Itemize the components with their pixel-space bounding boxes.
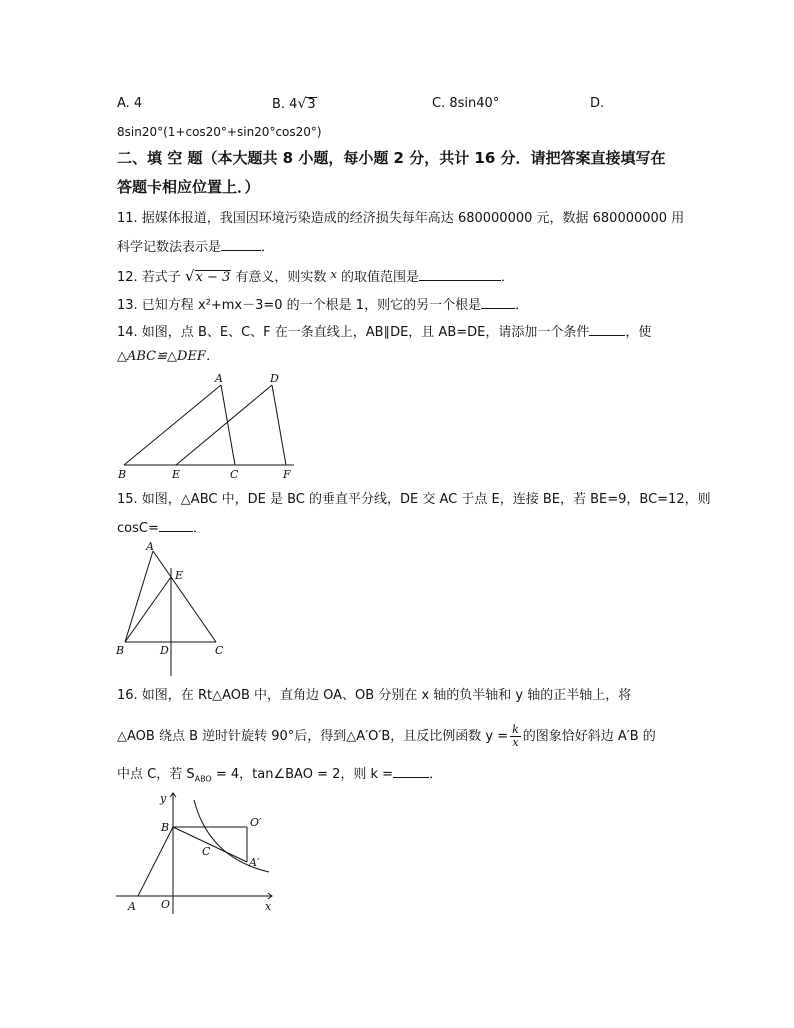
q11-period: ． xyxy=(261,240,275,255)
q14-text-end: ，使 xyxy=(625,325,652,340)
q16-label-b: B xyxy=(161,821,170,834)
q14-segment-df xyxy=(272,385,286,465)
q16-frac-num: k xyxy=(512,723,519,736)
q14-blank[interactable] xyxy=(589,323,625,336)
option-d: D. xyxy=(590,96,605,111)
q16-label-a-prime: A′ xyxy=(249,856,260,869)
q15-segment-ab xyxy=(125,551,153,642)
q11-line1: 11. 据媒体报道，我国因环境污染造成的经济损失每年高达 680000000 元，数据 680000000 用 xyxy=(117,211,685,226)
q14-label-b: B xyxy=(118,468,127,481)
q16-fraction xyxy=(510,724,521,749)
q15-label-c: C xyxy=(215,644,224,657)
q12-blank[interactable] xyxy=(419,268,501,281)
q15-line2 xyxy=(117,519,206,537)
option-b-prefix: B. 4 xyxy=(272,97,298,112)
q16-text-a: △AOB 绕点 B 逆时针旋转 90°后，得到△A′O′B，且反比例函数 y = xyxy=(117,729,509,744)
q12-period: ． xyxy=(500,270,514,285)
q12-line: 12. 若式子 √x − 3 有意义，则实数 $^x$ 的取值范围是 ． xyxy=(117,267,514,285)
q14-figure xyxy=(114,372,304,482)
q12-radicand: x − 3 xyxy=(195,270,231,285)
q12-var: x xyxy=(330,268,337,281)
q15-label-b: B xyxy=(116,644,125,657)
q15-blank[interactable] xyxy=(159,519,193,532)
q16-label-c: C xyxy=(202,845,211,858)
q12-text-a: 12. 若式子 xyxy=(117,270,181,285)
q15-period: ． xyxy=(192,521,206,536)
q15-text: cosC= xyxy=(117,521,159,536)
q15-label-e: E xyxy=(175,569,184,582)
q14-segment-ab xyxy=(124,385,221,465)
q14-label-a: A xyxy=(215,372,223,385)
q13-text: 13. 已知方程 x²+mx－3=0 的一个根是 1，则它的另一个根是 xyxy=(117,298,482,313)
section-heading-line1: 二、填 空 题（本大题共 8 小题，每小题 2 分，共计 16 分．请把答案直接填写在 xyxy=(117,149,666,167)
q15-label-d: D xyxy=(160,644,169,657)
q14-label-f: F xyxy=(283,468,291,481)
q15-line1: 15. 如图，△ABC 中，DE 是 BC 的垂直平分线，DE 交 AC 于点 E，连接 BE，若 BE=9，BC=12，则 xyxy=(117,492,711,507)
q14-segment-ac xyxy=(221,385,235,465)
q16-figure xyxy=(114,788,280,916)
q13-line xyxy=(117,296,528,314)
q16-frac-den: x xyxy=(512,736,519,749)
q11-text: 科学记数法表示是 xyxy=(117,240,222,255)
q15-figure xyxy=(112,538,228,678)
q14-label-e: E xyxy=(172,468,181,481)
q16-text-c: 中点 C，若 S xyxy=(117,767,195,782)
q13-blank[interactable] xyxy=(481,296,515,309)
q16-label-o-prime: O′ xyxy=(250,816,262,829)
q16-line2 xyxy=(117,724,656,749)
q16-text-d: = 4，tan∠BAO = 2，则 k = xyxy=(211,767,394,782)
q16-text-b: 的图象恰好斜边 A′B 的 xyxy=(522,729,656,744)
q14-line2: △ABC≌△DEF． xyxy=(117,349,219,364)
q14-label-c: C xyxy=(230,468,239,481)
q14-line1 xyxy=(117,323,651,341)
q16-blank[interactable] xyxy=(393,765,429,778)
q15-segment-ac xyxy=(153,551,216,642)
q16-line1: 16. 如图，在 Rt△AOB 中，直角边 OA、OB 分别在 x 轴的负半轴和 y 轴的正半轴上，将 xyxy=(117,688,632,703)
q15-label-a: A xyxy=(146,540,154,553)
q16-segment-ab xyxy=(138,827,173,896)
option-a: A. 4 xyxy=(117,96,143,111)
q13-period: ． xyxy=(515,298,529,313)
q12-text-c: 的取值范围是 xyxy=(340,270,419,285)
q16-line3 xyxy=(117,765,442,788)
q14-text: 14. 如图，点 B、E、C、F 在一条直线上，AB∥DE，且 AB=DE，请添加一个条件 xyxy=(117,325,590,340)
option-b-radicand: 3 xyxy=(307,97,316,112)
q16-label-a: A xyxy=(128,900,136,913)
q16-label-o: O xyxy=(161,898,171,911)
q14-label-d: D xyxy=(270,372,279,385)
option-d-content: 8sin20°(1+cos20°+sin20°cos20°) xyxy=(117,125,322,139)
q11-blank[interactable] xyxy=(221,238,261,251)
q14-segment-ed xyxy=(176,385,272,465)
q11-line2 xyxy=(117,238,274,256)
q15-segment-be xyxy=(125,577,171,642)
q16-period: ． xyxy=(429,767,443,782)
q16-label-x: x xyxy=(265,900,272,913)
q12-text-b: 有意义，则实数 xyxy=(235,270,327,285)
option-c: C. 8sin40° xyxy=(432,96,500,111)
option-b: B. 4√3 xyxy=(272,96,316,112)
section-heading-line2: 答题卡相应位置上．） xyxy=(117,178,260,196)
q16-sub: ABO xyxy=(194,774,212,784)
q16-label-y: y xyxy=(160,792,167,805)
